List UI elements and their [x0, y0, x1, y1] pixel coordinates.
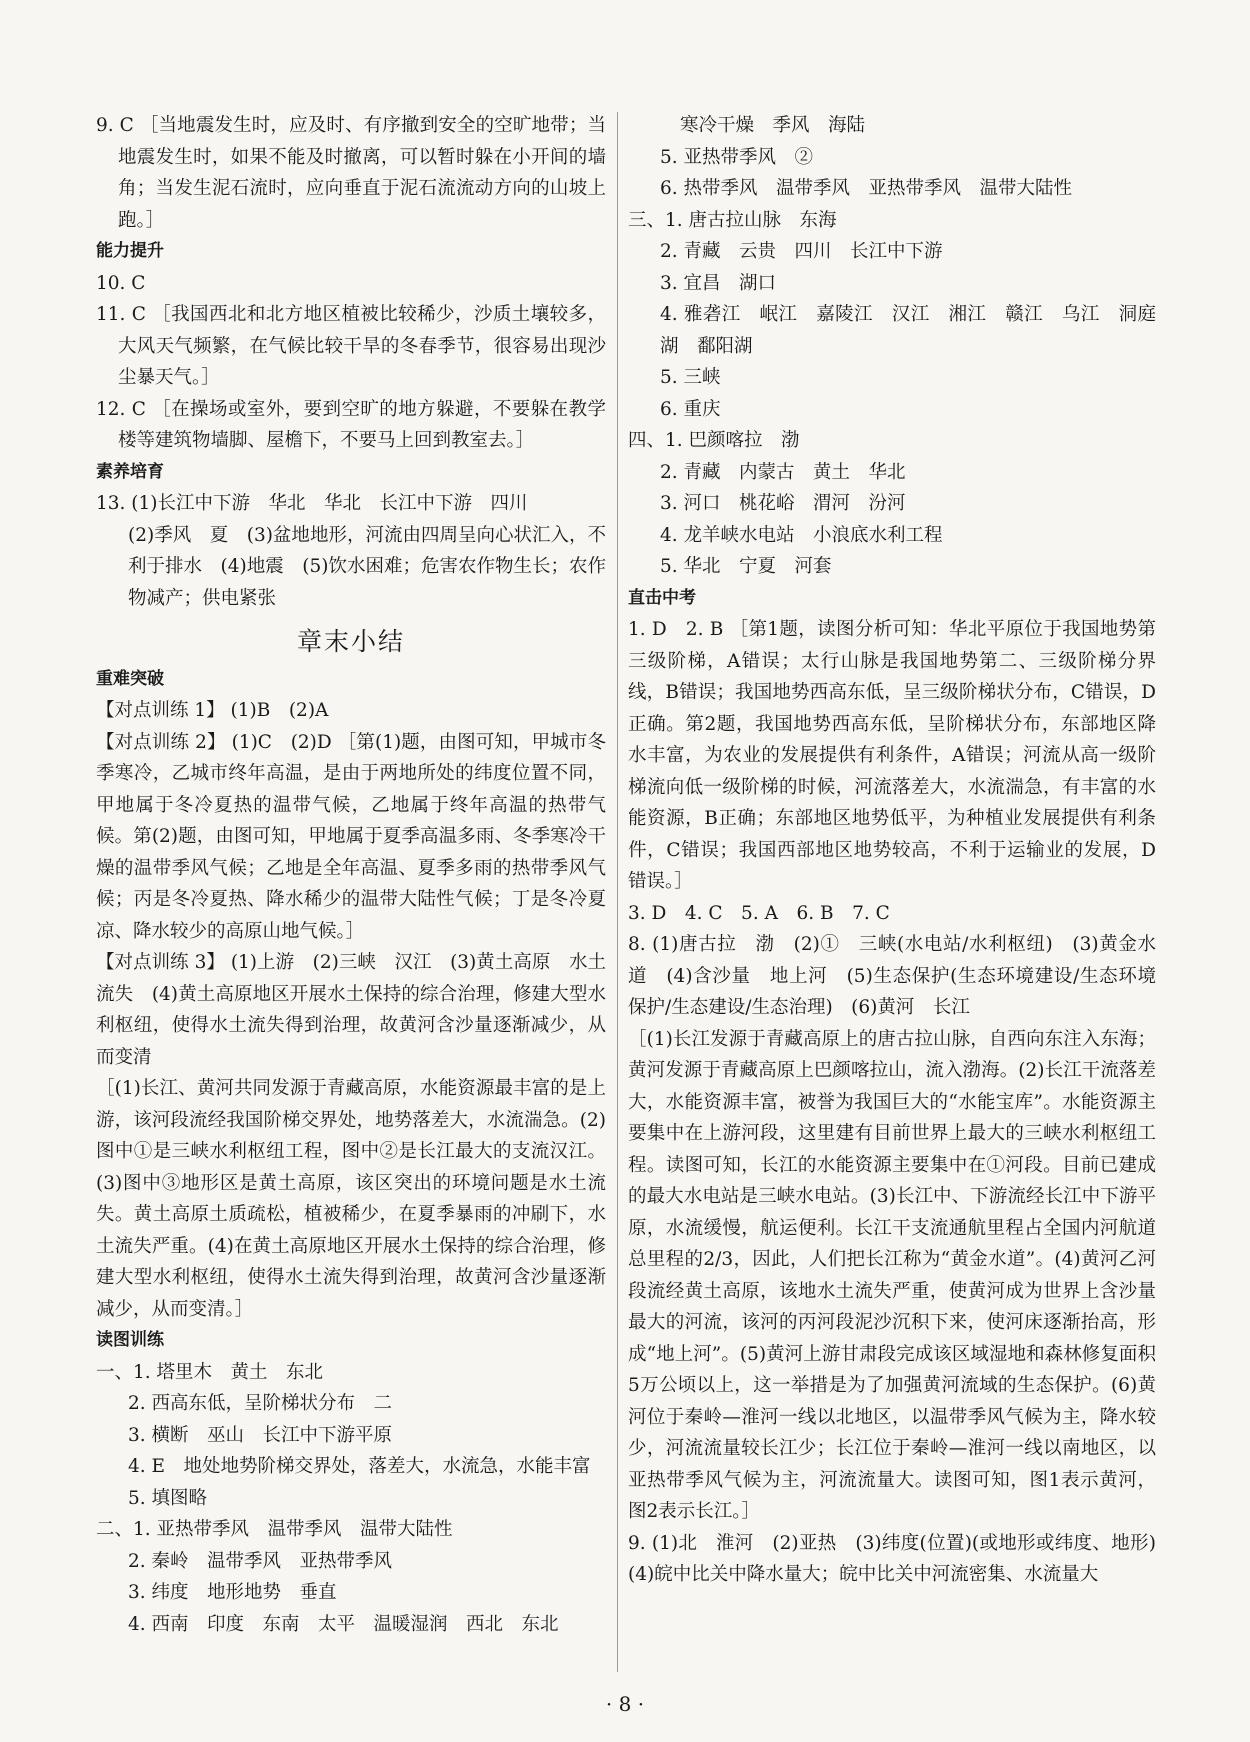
answer-9: 9. C ［当地震发生时，应及时、有序撤到安全的空旷地带；当地震发生时，如果不能及时撤离，可以暂时躲在小开间的墙角；当发生泥石流时，应向垂直于泥石流流动方向的山坡上跑。］ [96, 115, 606, 231]
map-2-3: 3. 纬度 地形地势 垂直 [128, 1582, 337, 1603]
map-3-1: 三、1. 唐古拉山脉 东海 [628, 209, 837, 231]
map-3-3: 3. 宜昌 湖口 [660, 272, 777, 294]
chapter-summary-title: 章末小结 [296, 627, 405, 656]
map-1-1: 一、1. 塔里木 黄土 东北 [96, 1361, 324, 1383]
exam-8-answer: 8. (1)唐古拉 渤 (2)① 三峡(水电站/水利枢纽) (3)黄金水道 (4)含沙量 地上河 (5)生态保护(生态环境建设/生态环境保护/生态建设/生态治理) (6)黄河 长江 [628, 934, 1156, 1018]
section-ability: 能力提升 [96, 241, 164, 261]
training-1: 【对点训练 1】 (1)B (2)A [96, 700, 329, 721]
map-1-2: 2. 西高东低，呈阶梯状分布 二 [128, 1393, 393, 1414]
answer-10: 10. C [96, 272, 146, 294]
exam-8-explanation: ［(1)长江发源于青藏高原上的唐古拉山脉，自西向东注入东海；黄河发源于青藏高原上巴颜喀拉山，流入渤海。(2)长江干流落差大，水能资源丰富，被誉为我国巨大的“水能宝库”。水能资源主要集中在上游河段，这里建有目前世界上最大的三峡水利枢纽工程。读图可知，长江的水能资源主要集中在①河段。目前已建成的最大水电站是三峡水电站。(3)长江中、下游流经长江中下游平原，水流缓慢，航运便利。长江干支流通航里程占全国内河航道总里程的2/3，因此，人们把长江称为“黄金水道”。(4)黄河乙河段流经黄土高原，该地水土流失严重，使黄河成为世界上含沙量最大的河流，该河的丙河段泥沙沉积下来，使河床逐渐抬高，形成“地上河”。(5)黄河上游甘肃段完成该区域湿地和森林修复面积5万公顷以上，这一举措是为了加强黄河流域的生态保护。(6)黄河位于秦岭—淮河一线以北地区，以温带季风气候为主，降水较少，河流流量较长江少；长江位于秦岭—淮河一线以南地区，以亚热带季风气候为主，河流流量大。读图可知，图1表示黄河，图2表示长江。］ [628, 1028, 1156, 1522]
answer-11: 11. C ［我国西北和北方地区植被比较稀少，沙质土壤较多，大风天气频繁，在气候比较干旱的冬春季节，很容易出现沙尘暴天气。］ [96, 304, 606, 388]
answer-13-part1: 13. (1)长江中下游 华北 华北 长江中下游 四川 [96, 493, 528, 514]
section-key-points: 重难突破 [96, 668, 164, 689]
map-4-2: 2. 青藏 内蒙古 黄土 华北 [660, 461, 906, 483]
right-column [628, 110, 1175, 1591]
map-4-1: 四、1. 巴颜喀拉 渤 [628, 430, 800, 451]
map-1-4: 4. E 地处地势阶梯交界处，落差大，水流急，水能丰富 [128, 1456, 591, 1477]
section-exam: 直击中考 [628, 587, 696, 608]
map-3-2: 2. 青藏 云贵 四川 长江中下游 [660, 241, 943, 262]
map-4-4: 4. 龙羊峡水电站 小浪底水利工程 [660, 524, 943, 546]
map-2-5: 5. 亚热带季风 ② [660, 146, 814, 168]
map-2-1: 二、1. 亚热带季风 温带季风 温带大陆性 [96, 1519, 453, 1540]
map-1-5: 5. 填图略 [128, 1487, 208, 1509]
training-3-answer: 【对点训练 3】 (1)上游 (2)三峡 汉江 (3)黄土高原 水土流失 (4)黄土高原地区开展水土保持的综合治理，修建大型水利枢纽，使得水土流失得到治理，故黄河含沙量逐渐减少，从而变清 [96, 952, 606, 1068]
page-number: · 8 · [605, 1692, 645, 1716]
exam-1-2: 1. D 2. B ［第1题，读图分析可知：华北平原位于我国地势第三级阶梯，A错误；太行山脉是我国地势第二、三级阶梯分界线，B错误；我国地势西高东低，呈三级阶梯状分布，C错误，D正确。第2题，我国地势西高东低，呈阶梯状分布，东部地区降水丰富，为农业的发展提供有利条件，A错误；河流从高一级阶梯流向低一级阶梯的时候，河流落差大，水流湍急，有丰富的水能资源，B正确；东部地区地势低平，为种植业发展提供有利条件，C错误；我国西部地区地势较高，不利于运输业的发展，D错误。］ [628, 619, 1156, 892]
map-2-2: 2. 秦岭 温带季风 亚热带季风 [128, 1550, 393, 1572]
map-1-3: 3. 横断 巫山 长江中下游平原 [128, 1424, 393, 1446]
answer-12: 12. C ［在操场或室外，要到空旷的地方躲避，不要躲在教学楼等建筑物墙脚、屋檐下，不要马上回到教室去。］ [96, 398, 606, 451]
map-2-4-continued: 寒冷干燥 季风 海陆 [680, 115, 866, 136]
answer-13-part2: (2)季风 夏 (3)盆地地形，河流由四周呈向心状汇入，不利于排水 (4)地震 (5)饮水困难；危害农作物生长；农作物减产；供电紧张 [128, 524, 606, 609]
left-column [96, 110, 606, 1640]
map-3-4: 4. 雅砻江 岷江 嘉陵江 汉江 湘江 赣江 乌江 洞庭湖 鄱阳湖 [660, 304, 1156, 357]
exam-3-7: 3. D 4. C 5. A 6. B 7. C [628, 902, 890, 924]
section-map-training: 读图训练 [96, 1330, 164, 1350]
section-literacy: 素养培育 [96, 461, 164, 482]
training-2: 【对点训练 2】 (1)C (2)D ［第(1)题，由图可知，甲城市冬季寒冷，乙城市终年高温，是由于两地所处的纬度位置不同，甲地属于冬冷夏热的温带气候，乙地属于终年高温的热带气候。第(2)题，由图可知，甲地属于夏季高温多雨、冬季寒冷干燥的温带季风气候；乙地是全年高温、夏季多雨的热带季风气候；丙是冬冷夏热、降水稀少的温带大陆性气候；丁是冬冷夏凉、降水较少的高原山地气候。］ [96, 731, 606, 942]
map-2-4: 4. 西南 印度 东南 太平 温暖湿润 西北 东北 [128, 1613, 559, 1635]
map-2-6: 6. 热带季风 温带季风 亚热带季风 温带大陆性 [660, 178, 1073, 199]
map-3-5: 5. 三峡 [660, 367, 721, 388]
map-4-3: 3. 河口 桃花峪 渭河 汾河 [660, 493, 906, 514]
training-3-explanation: ［(1)长江、黄河共同发源于青藏高原，水能资源最丰富的是上游，该河段流经我国阶梯交界处，地势落差大，水流湍急。(2)图中①是三峡水利枢纽工程，图中②是长江最大的支流汉江。(3)图中③地形区是黄土高原，该区突出的环境问题是水土流失。黄土高原土质疏松，植被稀少，在夏季暴雨的冲刷下，水土流失严重。(4)在黄土高原地区开展水土保持的综合治理，修建大型水利枢纽，使得水土流失得到治理，故黄河含沙量逐渐减少，从而变清。］ [96, 1078, 606, 1320]
column-divider [617, 112, 618, 1672]
map-4-5: 5. 华北 宁夏 河套 [660, 556, 832, 577]
map-3-6: 6. 重庆 [660, 398, 721, 420]
exam-9: 9. (1)北 淮河 (2)亚热 (3)纬度(位置)(或地形或纬度、地形) (4)皖中比关中降水量大；皖中比关中河流密集、水流量大 [628, 1532, 1175, 1585]
